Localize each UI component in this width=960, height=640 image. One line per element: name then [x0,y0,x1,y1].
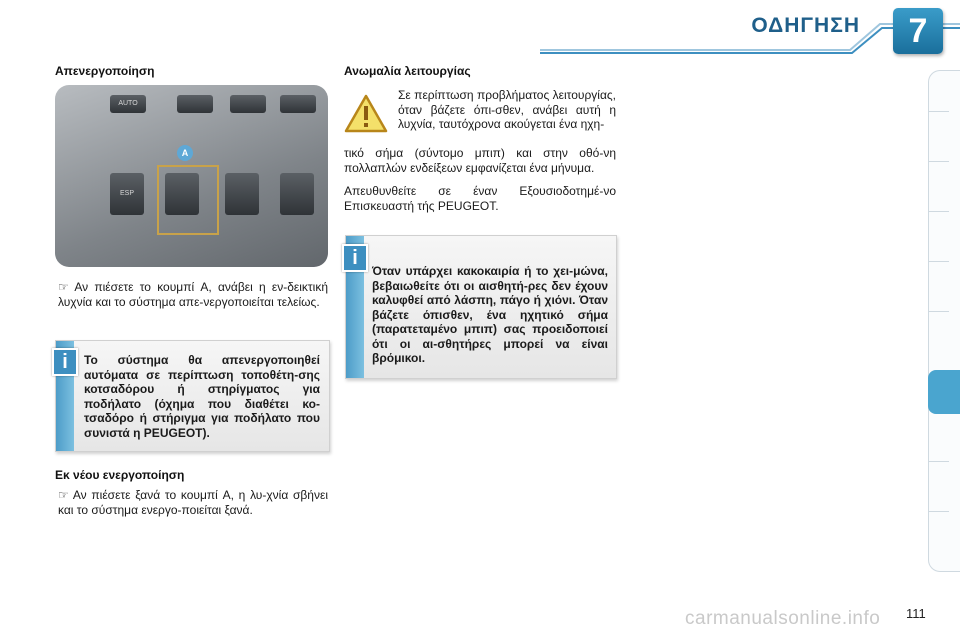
malfunction-heading: Ανωμαλία λειτουργίας [344,64,471,78]
reactivation-text: Αν πιέσετε ξανά το κουμπί A, η λυ-χνία σβήνει και το σύστημα ενεργο-ποιείται ξανά. [58,488,328,517]
photo-button [230,95,266,113]
photo-button: AUTO [110,95,146,113]
malfunction-paragraph-2: τικό σήμα (σύντομο μπιπ) και στην οθό-νη πολλαπλών ενδείξεων εμφανίζεται ένα μήνυμα. [344,146,616,175]
warning-triangle-icon [344,93,388,133]
rail-tick [929,511,949,512]
reactivation-heading: Εκ νέου ενεργοποίηση [55,468,185,482]
rail-tick [929,111,949,112]
info-text-left: Το σύστημα θα απενεργοποιηθεί αυτόματα σε περίπτωση τοποθέτη-σης κοτσαδόρου ή στηρίγματος για ποδήλατο (όχημα που διαθέτει κο-τσαδόρο ή στήριγμα για ποδήλατο που συνιστά η PEUGEOT). [84,353,320,440]
bullet-icon: ☞ [58,488,69,502]
page-title: ΟΔΗΓΗΣΗ [751,14,860,37]
page-number: 111 [906,606,926,621]
chapter-tab-rail [928,70,960,572]
chapter-badge: 7 [893,8,943,54]
rail-tick [929,461,949,462]
info-box-left [55,340,330,452]
photo-button-alarm [280,173,314,215]
deactivation-paragraph [58,280,328,309]
info-icon: i [52,348,78,376]
page-header [0,0,960,56]
reactivation-paragraph [58,488,328,517]
photo-button [177,95,213,113]
selected-button-frame [157,165,219,235]
malfunction-paragraph-3: Απευθυνθείτε σε έναν Εξουσιοδοτημέ-νο Επισκευαστή τής PEUGEOT. [344,184,616,213]
dashboard-photo [55,85,328,267]
info-icon: i [342,244,368,272]
photo-button-esp: ESP [110,173,144,215]
callout-a: A [177,145,193,161]
rail-tick [929,261,949,262]
watermark: carmanualsonline.info [685,608,881,629]
rail-tick [929,211,949,212]
info-text-right: Όταν υπάρχει κακοκαιρία ή το χει-μώνα, βεβαιωθείτε ότι οι αισθητή-ρες δεν έχουν καλυφθεί από λάσπη, πάγο ή χιόνι. Όταν βάζετε όπισθεν, ένα ηχητικό σήμα (παρατεταμένο μπιπ) σας προειδοποιεί ότι οι αι-σθητήρες μπορεί να είναι βρόμικοι. [372,264,608,365]
photo-button-lock [225,173,259,215]
rail-tick [929,161,949,162]
info-box-right [345,235,617,379]
deactivation-text: Αν πιέσετε το κουμπί A, ανάβει η εν-δεικτική λυχνία και το σύστημα απε-νεργοποιείται τελείως. [58,280,329,309]
bullet-icon: ☞ [58,280,69,294]
photo-button [280,95,316,113]
chapter-tab-active [928,370,960,414]
rail-tick [929,311,949,312]
deactivation-heading: Απενεργοποίηση [55,64,155,78]
malfunction-paragraph-1: Σε περίπτωση προβλήματος λειτουργίας, όταν βάζετε όπι-σθεν, ανάβει αυτή η λυχνία, ταυτόχρονα ακούγεται ένα ηχη- [398,88,616,131]
